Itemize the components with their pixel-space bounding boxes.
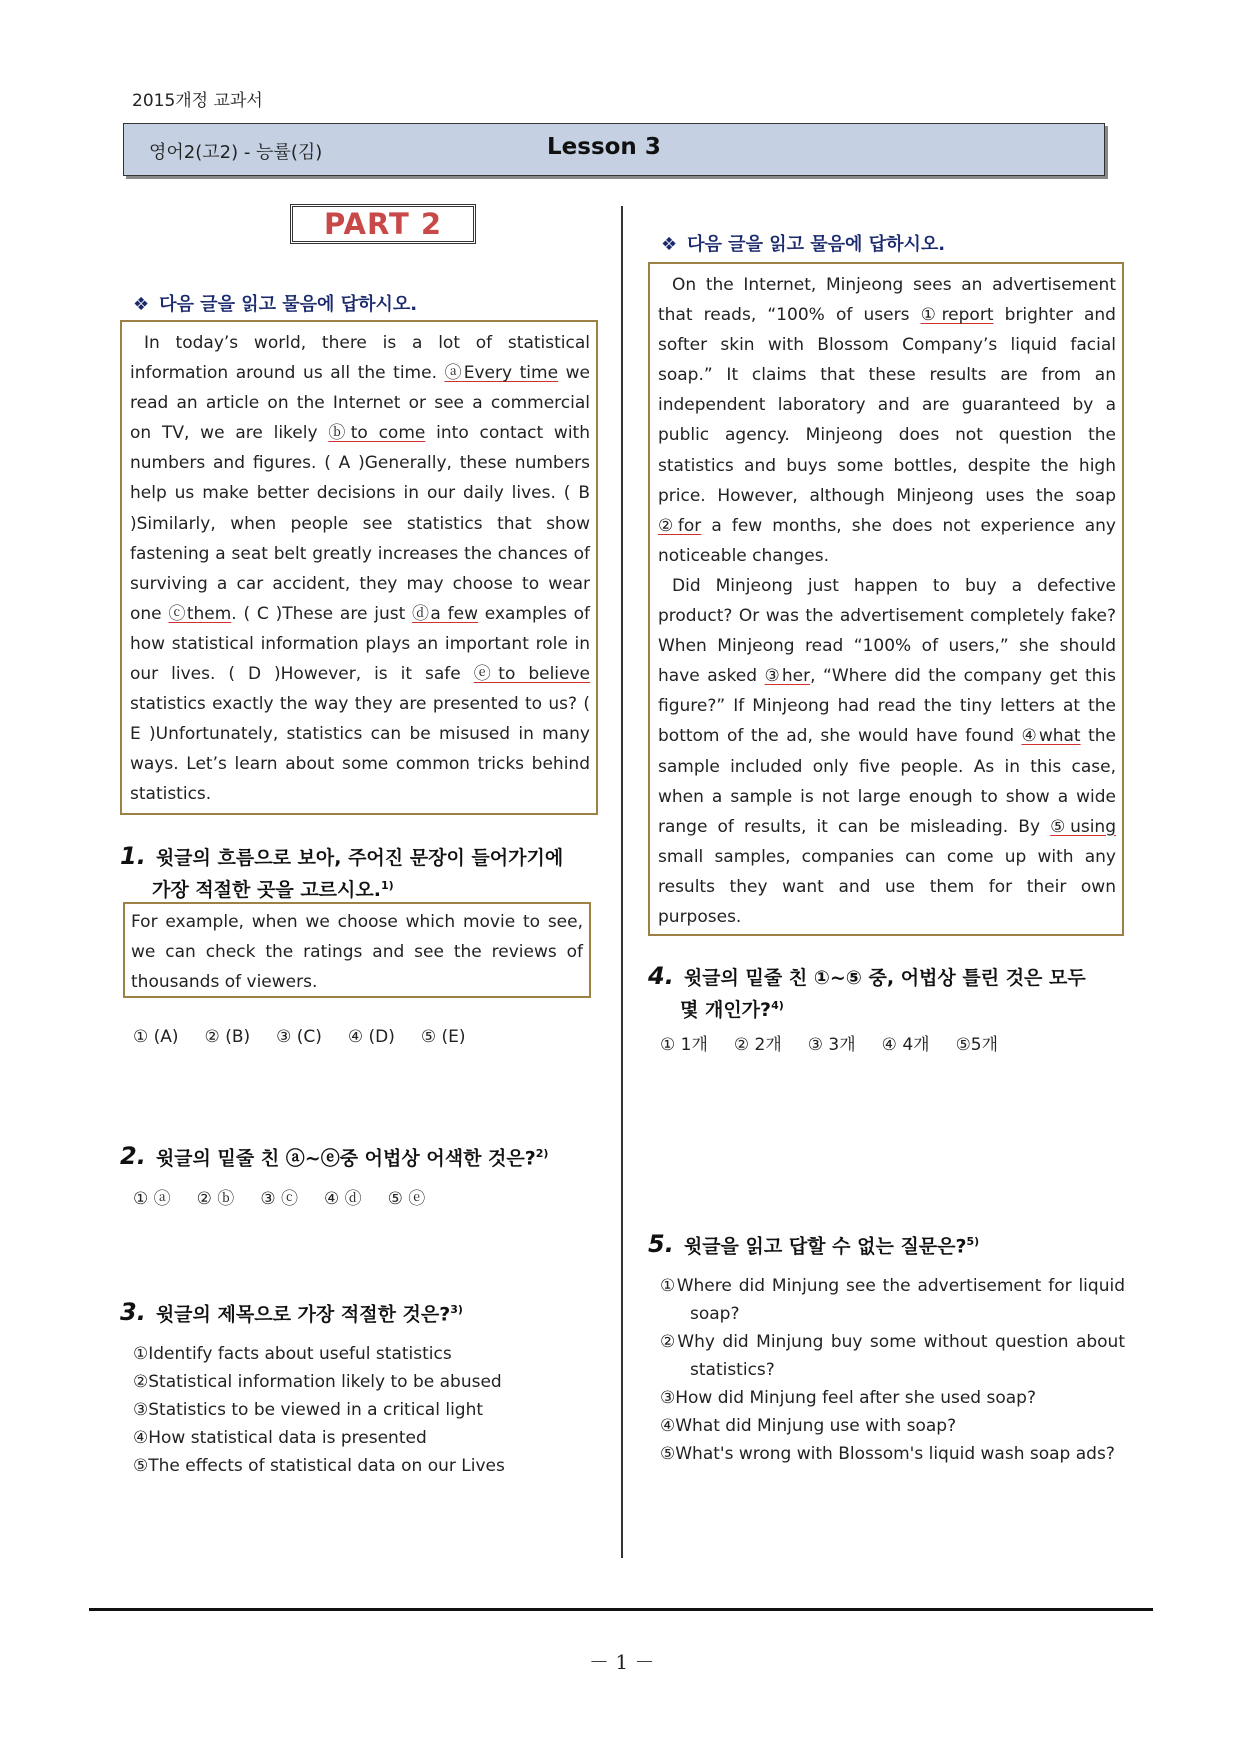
option[interactable]: ⑤The effects of statistical data on our Lives bbox=[133, 1456, 505, 1476]
underline-3: ③her bbox=[764, 666, 811, 687]
page-number: － 1 － bbox=[589, 1650, 655, 1674]
question-4-title: 4. 윗글의 밑줄 친 ①~⑤ 중, 어법상 틀린 것은 모두 몇 개인가?$^{4)}$ bbox=[648, 962, 1086, 1022]
option[interactable]: ⑤What's wrong with Blossom's liquid wash soap ads? bbox=[660, 1444, 1115, 1464]
column-divider bbox=[621, 206, 623, 1558]
underline-c: ⓒthem bbox=[168, 603, 232, 624]
underline-4: ④what bbox=[1021, 726, 1081, 747]
option[interactable]: ③Statistics to be viewed in a critical light bbox=[133, 1400, 484, 1420]
option[interactable]: ④How statistical data is presented bbox=[133, 1428, 427, 1448]
choice[interactable]: ⑤ ⓔ bbox=[387, 1189, 426, 1209]
question-3-title: 3. 윗글의 제목으로 가장 적절한 것은?$^{3)}$ bbox=[120, 1298, 463, 1327]
option[interactable]: ①Where did Minjung see the advertisement for liquid soap? bbox=[660, 1276, 1125, 1324]
choice[interactable]: ④ 4개 bbox=[881, 1035, 930, 1055]
underline-e: ⓔto believe bbox=[473, 664, 590, 685]
footer-rule bbox=[89, 1608, 1153, 1611]
underline-5: ⑤using bbox=[1050, 816, 1116, 837]
choice[interactable]: ④ (D) bbox=[347, 1027, 395, 1047]
underline-1: ①report bbox=[920, 305, 994, 326]
choice[interactable]: ② (B) bbox=[204, 1027, 251, 1047]
question-1-title: 1. 윗글의 흐름으로 보아, 주어진 문장이 들어가기에 가장 적절한 곳을 고르시오.$^{1)}$ bbox=[120, 842, 564, 902]
question-2-choices bbox=[133, 1184, 451, 1209]
question-3-options bbox=[133, 1340, 603, 1480]
question-4-choices bbox=[660, 1030, 1024, 1055]
right-instruction: ❖ 다음 글을 읽고 물음에 답하시오. bbox=[661, 234, 946, 255]
choice[interactable]: ③ 3개 bbox=[807, 1035, 856, 1055]
right-passage: On the Internet, Minjeong sees an advertisement that reads, “100% of users ①report brighter and softer skin with Blossom Company’s liquid facial soap.” It claims that these results are from an independent laboratory and are guaranteed by a public agency. Minjeong does not question the statistics and buys some bottles, despite the high price. However, although Minjeong uses the soap ②for a few months, she does not experience any noticeable changes. Did Minjeong just happen to buy a defective product? Or was the advertisement completely fake? When Minjeong read “100% of users,” she should have asked ③her, “Where did the company get this figure?” If Minjeong had read the tiny letters at the bottom of the ad, she would have found ④what the sample included only five people. As in this case, when a sample is not large enough to show a wide range of results, it can be misleading. By ⑤using small samples, companies can come up with any results they want and use them for their own purposes. bbox=[648, 262, 1124, 936]
option[interactable]: ①Identify facts about useful statistics bbox=[133, 1344, 452, 1364]
underline-a: ⓐEvery time bbox=[444, 363, 559, 384]
choice[interactable]: ② ⓑ bbox=[196, 1189, 235, 1209]
underline-2: ②for bbox=[658, 515, 702, 536]
question-1-given-sentence: For example, when we choose which movie to see, we can check the ratings and see the reviews of thousands of viewers. bbox=[123, 902, 591, 998]
choice[interactable]: ⑤ (E) bbox=[420, 1027, 466, 1047]
choice[interactable]: ④ ⓓ bbox=[323, 1189, 362, 1209]
choice[interactable]: ① 1개 bbox=[660, 1035, 708, 1055]
option[interactable]: ④What did Minjung use with soap? bbox=[660, 1416, 957, 1436]
choice[interactable]: ① (A) bbox=[133, 1027, 179, 1047]
question-1-choices bbox=[133, 1027, 492, 1047]
document-label: 2015개정 교과서 bbox=[132, 91, 263, 111]
option[interactable]: ②Why did Minjung buy some without question about statistics? bbox=[660, 1332, 1125, 1380]
left-passage: In today’s world, there is a lot of statistical information around us all the time. ⓐEvery time we read an article on the Internet or see a commercial on TV, we are likely ⓑto come into contact with numbers and figures. ( A )Generally, these numbers help us make better decisions in our daily lives. ( B )Similarly, when people see statistics that show fastening a seat belt greatly increases the chances of surviving a car accident, they may choose to wear one ⓒthem. ( C )These are just ⓓa few examples of how statistical information plays an important role in our lives. ( D )However, is it safe ⓔto believe statistics exactly the way they are presented to us? ( E )Unfortunately, statistics can be misused in many ways. Let’s learn about some common tricks behind statistics. bbox=[120, 320, 598, 815]
lesson-title: Lesson 3 bbox=[547, 134, 661, 160]
subject-label: 영어2(고2) - 능률(김) bbox=[149, 142, 323, 163]
underline-d: ⓓa few bbox=[412, 603, 478, 624]
question-5-options bbox=[660, 1272, 1125, 1468]
option[interactable]: ②Statistical information likely to be abused bbox=[133, 1372, 502, 1392]
question-2-title: 2. 윗글의 밑줄 친 ⓐ~ⓔ중 어법상 어색한 것은?$^{2)}$ bbox=[120, 1142, 549, 1171]
choice[interactable]: ② 2개 bbox=[733, 1035, 782, 1055]
choice[interactable]: ③ (C) bbox=[276, 1027, 322, 1047]
question-5-title: 5. 윗글을 읽고 답할 수 없는 질문은?$^{5)}$ bbox=[648, 1230, 980, 1259]
part-title: PART 2 bbox=[290, 204, 476, 244]
choice[interactable]: ③ ⓒ bbox=[260, 1189, 298, 1209]
choice[interactable]: ⑤5개 bbox=[955, 1035, 999, 1055]
option[interactable]: ③How did Minjung feel after she used soap? bbox=[660, 1388, 1036, 1408]
underline-b: ⓑto come bbox=[328, 423, 426, 444]
choice[interactable]: ① ⓐ bbox=[133, 1189, 171, 1209]
left-instruction: ❖ 다음 글을 읽고 물음에 답하시오. bbox=[133, 294, 418, 315]
diamond-icon: ❖ bbox=[661, 234, 678, 255]
diamond-icon: ❖ bbox=[133, 294, 150, 315]
